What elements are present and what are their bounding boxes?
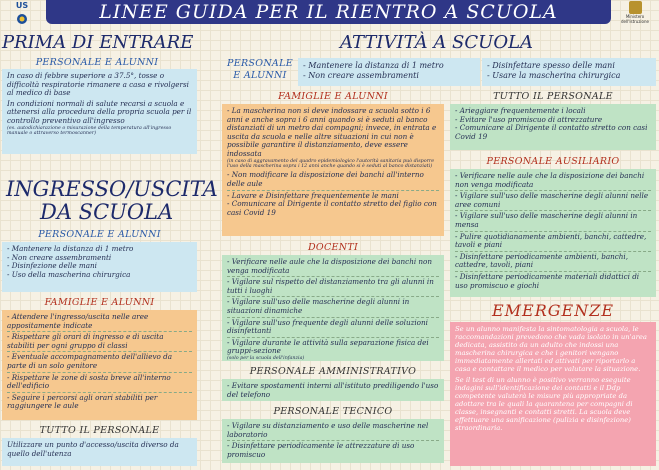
amministrativo-subtitle: PERSONALE AMMINISTRATIVO [249, 366, 417, 377]
docenti-item: - Vigilare sul rispetto del distanziamento tra gli alunni in tutti i luoghi [227, 278, 439, 297]
ausiliario-item: - Vigilare sull'uso delle mascherine degli alunni nelle aree comuni [455, 192, 651, 211]
ausiliario-item: - Pulire quotidianamente ambienti, banchi, cattedre, tavoli e piani [455, 233, 651, 252]
page-title: LINEE GUIDA PER IL RIENTRO A SCUOLA [46, 0, 611, 24]
prima-title: PRIMA DI ENTRARE [2, 32, 194, 53]
pa-box-2 [482, 58, 656, 86]
pa-item: - Disinfettare spesso delle mani [487, 61, 615, 70]
tecnico-item: - Disinfettare periodicamente le attrezzature di uso promiscuo [227, 441, 415, 459]
emergenze-paragraph-2: Se il test di un alunno è positivo verranno eseguite indagini sull'identificazione dei contatti e il Ddp competente valuterà le misure più appropriate da adottare tra le quali la quarantena per compagni di classe, insegnanti e contatti stretti. La scuola deve effettuare una sanificazione (pulizia e disinfezione) straordinaria. [455, 375, 633, 433]
ingresso-title-line-1: INGRESSO/USCITA [6, 177, 218, 201]
ministry-seal-icon [629, 1, 642, 14]
tutto-personale-item: - Comunicare al Dirigente il contatto stretto con casi Covid 19 [455, 123, 648, 141]
amministrativo-box [222, 379, 444, 401]
tutto-personale-item: - Arieggiare frequentemente i locali [455, 106, 586, 115]
tecnico-item: - Vigilare su distanziamento e uso delle mascherine nel laboratorio [227, 422, 439, 441]
famiglie-box [2, 310, 197, 420]
ingresso-box [2, 242, 197, 292]
ausiliario-item: - Disinfettare periodicamente ambienti, banchi, cattedre, tavoli, piani [455, 253, 651, 272]
ministry-caption: Ministero dell'Istruzione [621, 14, 649, 24]
fam-attivita-item: - Comunicare al Dirigente il contatto stretto del figlio con casi Covid 19 [227, 199, 437, 217]
tecnico-subtitle: PERSONALE TECNICO [273, 406, 393, 417]
ingresso-item: - Uso della mascherina chirurgica [7, 269, 131, 279]
school-logo [2, 1, 42, 23]
ingresso-item: - Disinfezione delle mani [7, 261, 97, 271]
tutto-personale-right-box [450, 104, 656, 150]
fam-attivita-paragraph: - La mascherina non si deve indossare a scuola sotto i 6 anni e anche sopra i 6 anni quando si è seduti al banco distanziati di un metro dai compagni; invece, in entrata e uscita da scuola e nelle altre situazioni in cui non è possibile garantire il distanziamento, deve essere indossata [227, 106, 437, 158]
famiglie-item: - Eventuale accompagnamento dell'allievo da parte di un solo genitore [7, 353, 192, 372]
fam-attivita-note: (in caso di aggravamento del quadro epidemiologico l'autorità sanitaria può disporre l'uso della mascherina sopra i 12 anni anche quando si è seduti al banco distanziati) [227, 158, 435, 169]
docenti-item: - Vigilare sull'uso frequente degli alunni delle soluzioni disinfettanti [227, 319, 439, 338]
docenti-item: - Vigilare durante le attività sulla separazione fisica dei gruppi-sezione [227, 337, 429, 356]
docenti-note: (solo per la scuola dell'infanzia) [227, 355, 305, 361]
emergenze-title: EMERGENZE [491, 301, 615, 320]
docenti-item: - Vigilare sull'uso delle mascherine degli alunni in situazioni dinamiche [227, 298, 439, 317]
prima-subtitle: PERSONALE E ALUNNI [35, 57, 159, 68]
ingresso-title-line-2: DA SCUOLA [40, 200, 174, 224]
pa-label [224, 58, 296, 82]
ingresso-item: - Non creare assembramenti [7, 252, 112, 262]
famiglie-item: - Attendere l'ingresso/uscita nelle aree appositamente indicate [7, 313, 192, 332]
tutto-personale-item: - Evitare l'uso promiscuo di attrezzature [455, 114, 603, 124]
fam-attivita-box [222, 104, 444, 236]
ausiliario-box [450, 169, 656, 297]
ingresso-item: - Mantenere la distanza di 1 metro [7, 244, 134, 253]
school-logo-text: US [15, 1, 29, 10]
pa-label-line-1: PERSONALE [227, 58, 293, 69]
attivita-title: ATTIVITÀ A SCUOLA [340, 32, 534, 53]
famiglie-item: - Rispettare gli orari di ingresso e di uscita stabiliti per ogni gruppo di classi [7, 333, 192, 352]
pa-item: - Usare la mascherina chirurgica [487, 71, 621, 80]
tutto-personale-left-subtitle: TUTTO IL PERSONALE [39, 425, 160, 436]
amministrativo-text: - Evitare spostamenti interni all'istituto prediligendo l'uso del telefono [227, 381, 439, 399]
docenti-item: - Verificare nelle aule che la disposizione dei banchi non venga modificata [227, 258, 439, 277]
ministry-logo [614, 1, 656, 23]
ausiliario-item: - Verificare nelle aule che la disposizione dei banchi non venga modificata [455, 172, 651, 191]
fam-attivita-item: - Lavare e Disinfettare frequentemente le mani [227, 190, 399, 200]
ausiliario-item: - Vigilare sull'uso delle mascherine degli alunni in mensa [455, 212, 651, 231]
tutto-personale-left-text: Utilizzare un punto d'accesso/uscita diverso da quello dell'utenza [7, 440, 179, 458]
docenti-subtitle: DOCENTI [307, 242, 359, 253]
docenti-box [222, 255, 444, 361]
pa-label-line-2: E ALUNNI [233, 70, 287, 81]
pa-item: - Mantenere la distanza di 1 metro [303, 61, 444, 70]
emergenze-paragraph-1: Se un alunno manifesta la sintomatologia a scuola, le raccomandazioni prevedono che vada isolato in un'area dedicata, assistito da un adulto che indossi una mascherina chirurgica e che i genitori vengano immediatamente allertati ed attivati per riportarlo a casa e contattare il medico per valutare la situazione. [455, 325, 647, 374]
ausiliario-subtitle: PERSONALE AUSILIARIO [486, 156, 620, 167]
prima-paragraph-2: In condizioni normali di salute recarsi a scuola e attenersi alla procedura della propria scuola per il controllo preventivo all'ingresso [7, 98, 192, 125]
tutto-personale-right-subtitle: TUTTO IL PERSONALE [493, 91, 613, 102]
fam-attivita-item: - Non modificare la disposizione dei banchi all'interno delle aule [227, 171, 439, 190]
logo-emblem-icon [2, 13, 42, 25]
prima-paragraph-1: In caso di febbre superiore a 37.5°, tosse o difficoltà respiratorie rimanere a casa e rivolgersi al medico di base [7, 71, 189, 98]
prima-box [2, 69, 197, 154]
famiglie-item: - Seguire i percorsi agli orari stabiliti per raggiungere le aule [7, 392, 158, 411]
ausiliario-item: - Disinfettare periodicamente materiali didattici di uso promiscuo e giochi [455, 271, 640, 290]
pa-box-1 [298, 58, 480, 86]
prima-note: (es. autodichiarazione o misurazione della temperatura all'ingresso manuale o attraverso termoscanner) [7, 125, 172, 136]
famiglie-subtitle: FAMIGLIE E ALUNNI [44, 297, 155, 308]
tecnico-box [222, 419, 444, 463]
fam-attivita-subtitle: FAMIGLIE E ALUNNI [278, 91, 388, 102]
ingresso-subtitle: PERSONALE E ALUNNI [38, 229, 161, 240]
emergenze-box [450, 322, 656, 466]
famiglie-item: - Rispettare le zone di sosta breve all'interno dell'edificio [7, 374, 192, 393]
pa-item: - Non creare assembramenti [303, 71, 419, 80]
tutto-personale-left-box [2, 438, 197, 466]
